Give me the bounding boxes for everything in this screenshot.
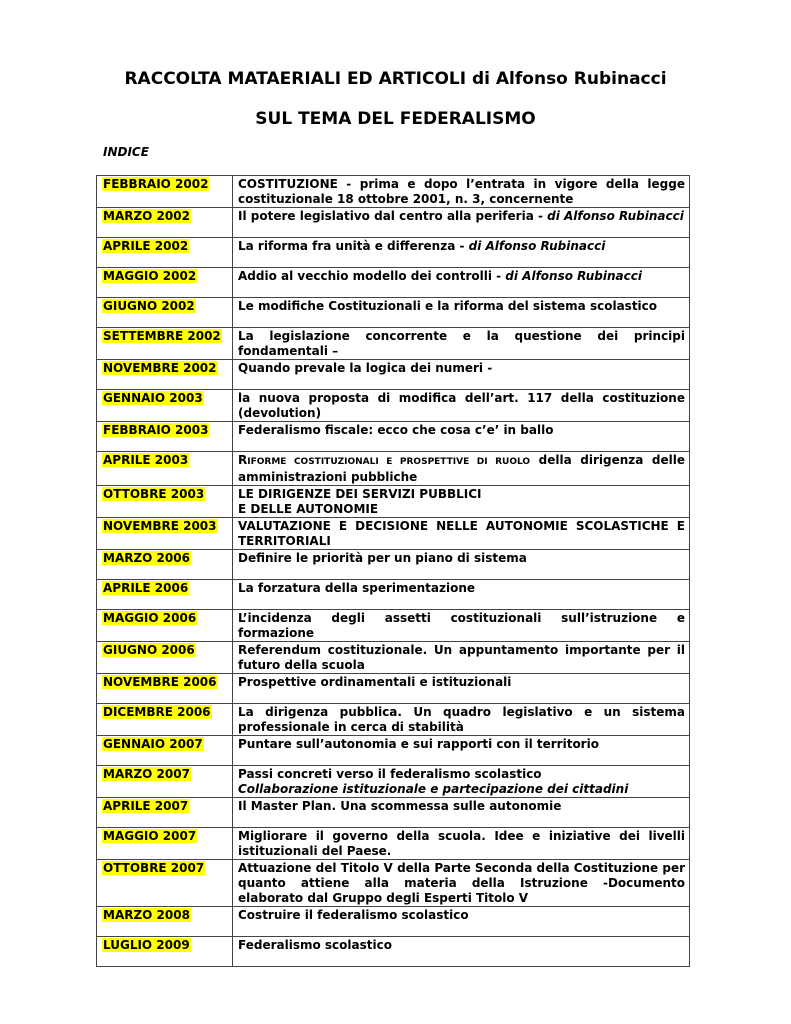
row-title: RIFORME COSTITUZIONALI E PROSPETTIVE DI RUOLO della dirigenza delle amministrazioni pubbliche — [233, 452, 690, 486]
row-date: GENNAIO 2003 — [97, 390, 233, 422]
table-row — [97, 176, 690, 208]
row-date: SETTEMBRE 2002 — [97, 328, 233, 360]
row-title: La forzatura della sperimentazione — [233, 580, 690, 610]
table-row — [97, 238, 690, 268]
table-row — [97, 642, 690, 674]
row-date: OTTOBRE 2003 — [97, 486, 233, 518]
row-title: LE DIRIGENZE DEI SERVIZI PUBBLICI E DELLE AUTONOMIE — [233, 486, 690, 518]
row-title: Federalismo scolastico — [233, 937, 690, 967]
table-row — [97, 610, 690, 642]
row-title: Le modifiche Costituzionali e la riforma del sistema scolastico — [233, 298, 690, 328]
row-date: GIUGNO 2006 — [97, 642, 233, 674]
row-date: FEBBRAIO 2002 — [97, 176, 233, 208]
row-title: Definire le priorità per un piano di sistema — [233, 550, 690, 580]
row-date: APRILE 2002 — [97, 238, 233, 268]
row-date: GIUGNO 2002 — [97, 298, 233, 328]
table-row — [97, 390, 690, 422]
row-date: MAGGIO 2006 — [97, 610, 233, 642]
row-title: Costruire il federalismo scolastico — [233, 907, 690, 937]
row-date: APRILE 2003 — [97, 452, 233, 486]
row-title: Federalismo fiscale: ecco che cosa c’e’ in ballo — [233, 422, 690, 452]
index-table — [96, 175, 690, 967]
table-row — [97, 674, 690, 704]
table-row — [97, 704, 690, 736]
index-label: INDICE — [103, 145, 149, 159]
row-title: Quando prevale la logica dei numeri - — [233, 360, 690, 390]
row-title: La legislazione concorrente e la questione dei principi fondamentali – — [233, 328, 690, 360]
row-date: NOVEMBRE 2003 — [97, 518, 233, 550]
row-date: MARZO 2002 — [97, 208, 233, 238]
document-subtitle: SUL TEMA DEL FEDERALISMO — [255, 109, 536, 129]
table-row — [97, 798, 690, 828]
table-row — [97, 328, 690, 360]
row-title: La dirigenza pubblica. Un quadro legislativo e un sistema professionale in cerca di stabilità — [233, 704, 690, 736]
row-title: Il potere legislativo dal centro alla periferia - di Alfonso Rubinacci — [233, 208, 690, 238]
row-title: COSTITUZIONE - prima e dopo l’entrata in vigore della legge costituzionale 18 ottobre 2001, n. 3, concernente — [233, 176, 690, 208]
table-row — [97, 298, 690, 328]
row-title: la nuova proposta di modifica dell’art. 117 della costituzione (devolution) — [233, 390, 690, 422]
row-title: Prospettive ordinamentali e istituzionali — [233, 674, 690, 704]
table-row — [97, 452, 690, 486]
table-row — [97, 422, 690, 452]
row-date: MARZO 2006 — [97, 550, 233, 580]
row-date: APRILE 2006 — [97, 580, 233, 610]
row-title: VALUTAZIONE E DECISIONE NELLE AUTONOMIE SCOLASTICHE E TERRITORIALI — [233, 518, 690, 550]
row-title: Attuazione del Titolo V della Parte Seconda della Costituzione per quanto attiene alla materia della Istruzione -Documento elaborato dal Gruppo degli Esperti Titolo V — [233, 860, 690, 907]
row-title: Passi concreti verso il federalismo scolastico Collaborazione istituzionale e partecipazione dei cittadini — [233, 766, 690, 798]
row-date: MAGGIO 2002 — [97, 268, 233, 298]
table-row — [97, 580, 690, 610]
row-date: APRILE 2007 — [97, 798, 233, 828]
table-row — [97, 486, 690, 518]
row-title: Referendum costituzionale. Un appuntamento importante per il futuro della scuola — [233, 642, 690, 674]
row-date: MAGGIO 2007 — [97, 828, 233, 860]
row-date: NOVEMBRE 2006 — [97, 674, 233, 704]
table-row — [97, 907, 690, 937]
row-date: MARZO 2007 — [97, 766, 233, 798]
row-title: Migliorare il governo della scuola. Idee e iniziative dei livelli istituzionali del Paese. — [233, 828, 690, 860]
table-row — [97, 766, 690, 798]
table-row — [97, 360, 690, 390]
table-row — [97, 736, 690, 766]
row-date: LUGLIO 2009 — [97, 937, 233, 967]
row-date: OTTOBRE 2007 — [97, 860, 233, 907]
table-row — [97, 860, 690, 907]
row-date: NOVEMBRE 2002 — [97, 360, 233, 390]
row-date: MARZO 2008 — [97, 907, 233, 937]
table-row — [97, 518, 690, 550]
row-title: La riforma fra unità e differenza - di Alfonso Rubinacci — [233, 238, 690, 268]
document-title: RACCOLTA MATAERIALI ED ARTICOLI di Alfonso Rubinacci — [124, 69, 667, 89]
table-row — [97, 828, 690, 860]
table-row — [97, 268, 690, 298]
row-title: Il Master Plan. Una scommessa sulle autonomie — [233, 798, 690, 828]
row-title: Addio al vecchio modello dei controlli - di Alfonso Rubinacci — [233, 268, 690, 298]
row-date: FEBBRAIO 2003 — [97, 422, 233, 452]
row-date: DICEMBRE 2006 — [97, 704, 233, 736]
table-row — [97, 550, 690, 580]
row-title: Puntare sull’autonomia e sui rapporti con il territorio — [233, 736, 690, 766]
table-row — [97, 937, 690, 967]
table-row — [97, 208, 690, 238]
row-title: L’incidenza degli assetti costituzionali sull’istruzione e formazione — [233, 610, 690, 642]
row-date: GENNAIO 2007 — [97, 736, 233, 766]
